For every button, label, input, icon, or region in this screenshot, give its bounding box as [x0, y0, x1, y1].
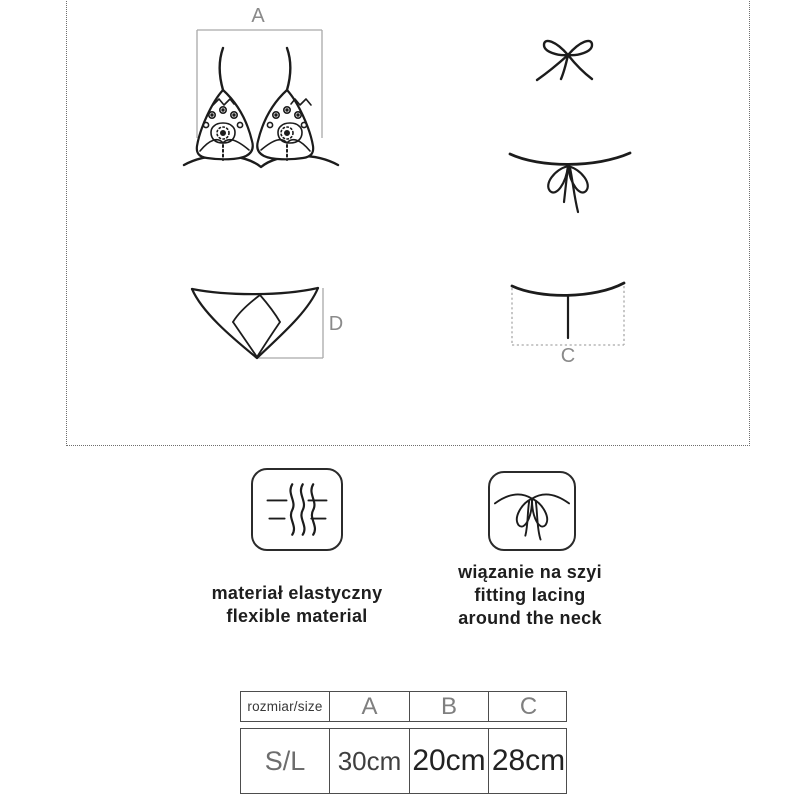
panty-back-drawing — [494, 266, 642, 366]
size-table-header-b: B — [409, 692, 488, 721]
size-table-header-a: A — [329, 692, 409, 721]
back-band-bow — [510, 153, 630, 212]
neck-lacing-icon-box — [488, 471, 576, 551]
size-table-data-row — [240, 728, 567, 794]
caption-line: wiązanie na szyi — [458, 562, 602, 582]
dimension-a-label: A — [251, 5, 265, 27]
panty-back-outline — [512, 283, 624, 338]
caption-line: around the neck — [458, 608, 602, 628]
elastic-material-icon-box — [251, 468, 343, 551]
elastic-material-caption — [180, 582, 414, 628]
size-table-cell-size: S/L — [264, 745, 306, 776]
neck-lacing-bow-icon — [490, 473, 574, 549]
diagram-frame — [66, 0, 750, 446]
caption-line: materiał elastyczny — [211, 583, 383, 603]
neck-bow — [537, 41, 592, 80]
dimension-d-label: D — [328, 313, 344, 335]
elastic-waves-icon — [253, 470, 341, 549]
lacing-bow-glyph — [495, 494, 569, 539]
panty-outline — [192, 288, 318, 358]
size-table-header-size: rozmiar/size — [247, 699, 323, 714]
size-table-cell-a: 30cm — [329, 729, 409, 793]
caption-line: fitting lacing — [474, 585, 586, 605]
size-table-cell-b: 20cm — [409, 729, 488, 793]
neck-lacing-caption — [425, 561, 635, 630]
size-table-header-c: C — [488, 692, 568, 721]
size-table-header-row — [240, 691, 567, 722]
bra-front-drawing — [170, 2, 355, 184]
size-table-cell-c: 28cm — [488, 729, 568, 793]
panty-front-drawing — [168, 266, 360, 372]
size-table — [240, 691, 567, 794]
bra-back-drawing — [492, 22, 647, 222]
elastic-waves-glyph — [267, 484, 326, 534]
caption-line: flexible material — [226, 606, 368, 626]
dimension-c-label: C — [560, 345, 576, 366]
